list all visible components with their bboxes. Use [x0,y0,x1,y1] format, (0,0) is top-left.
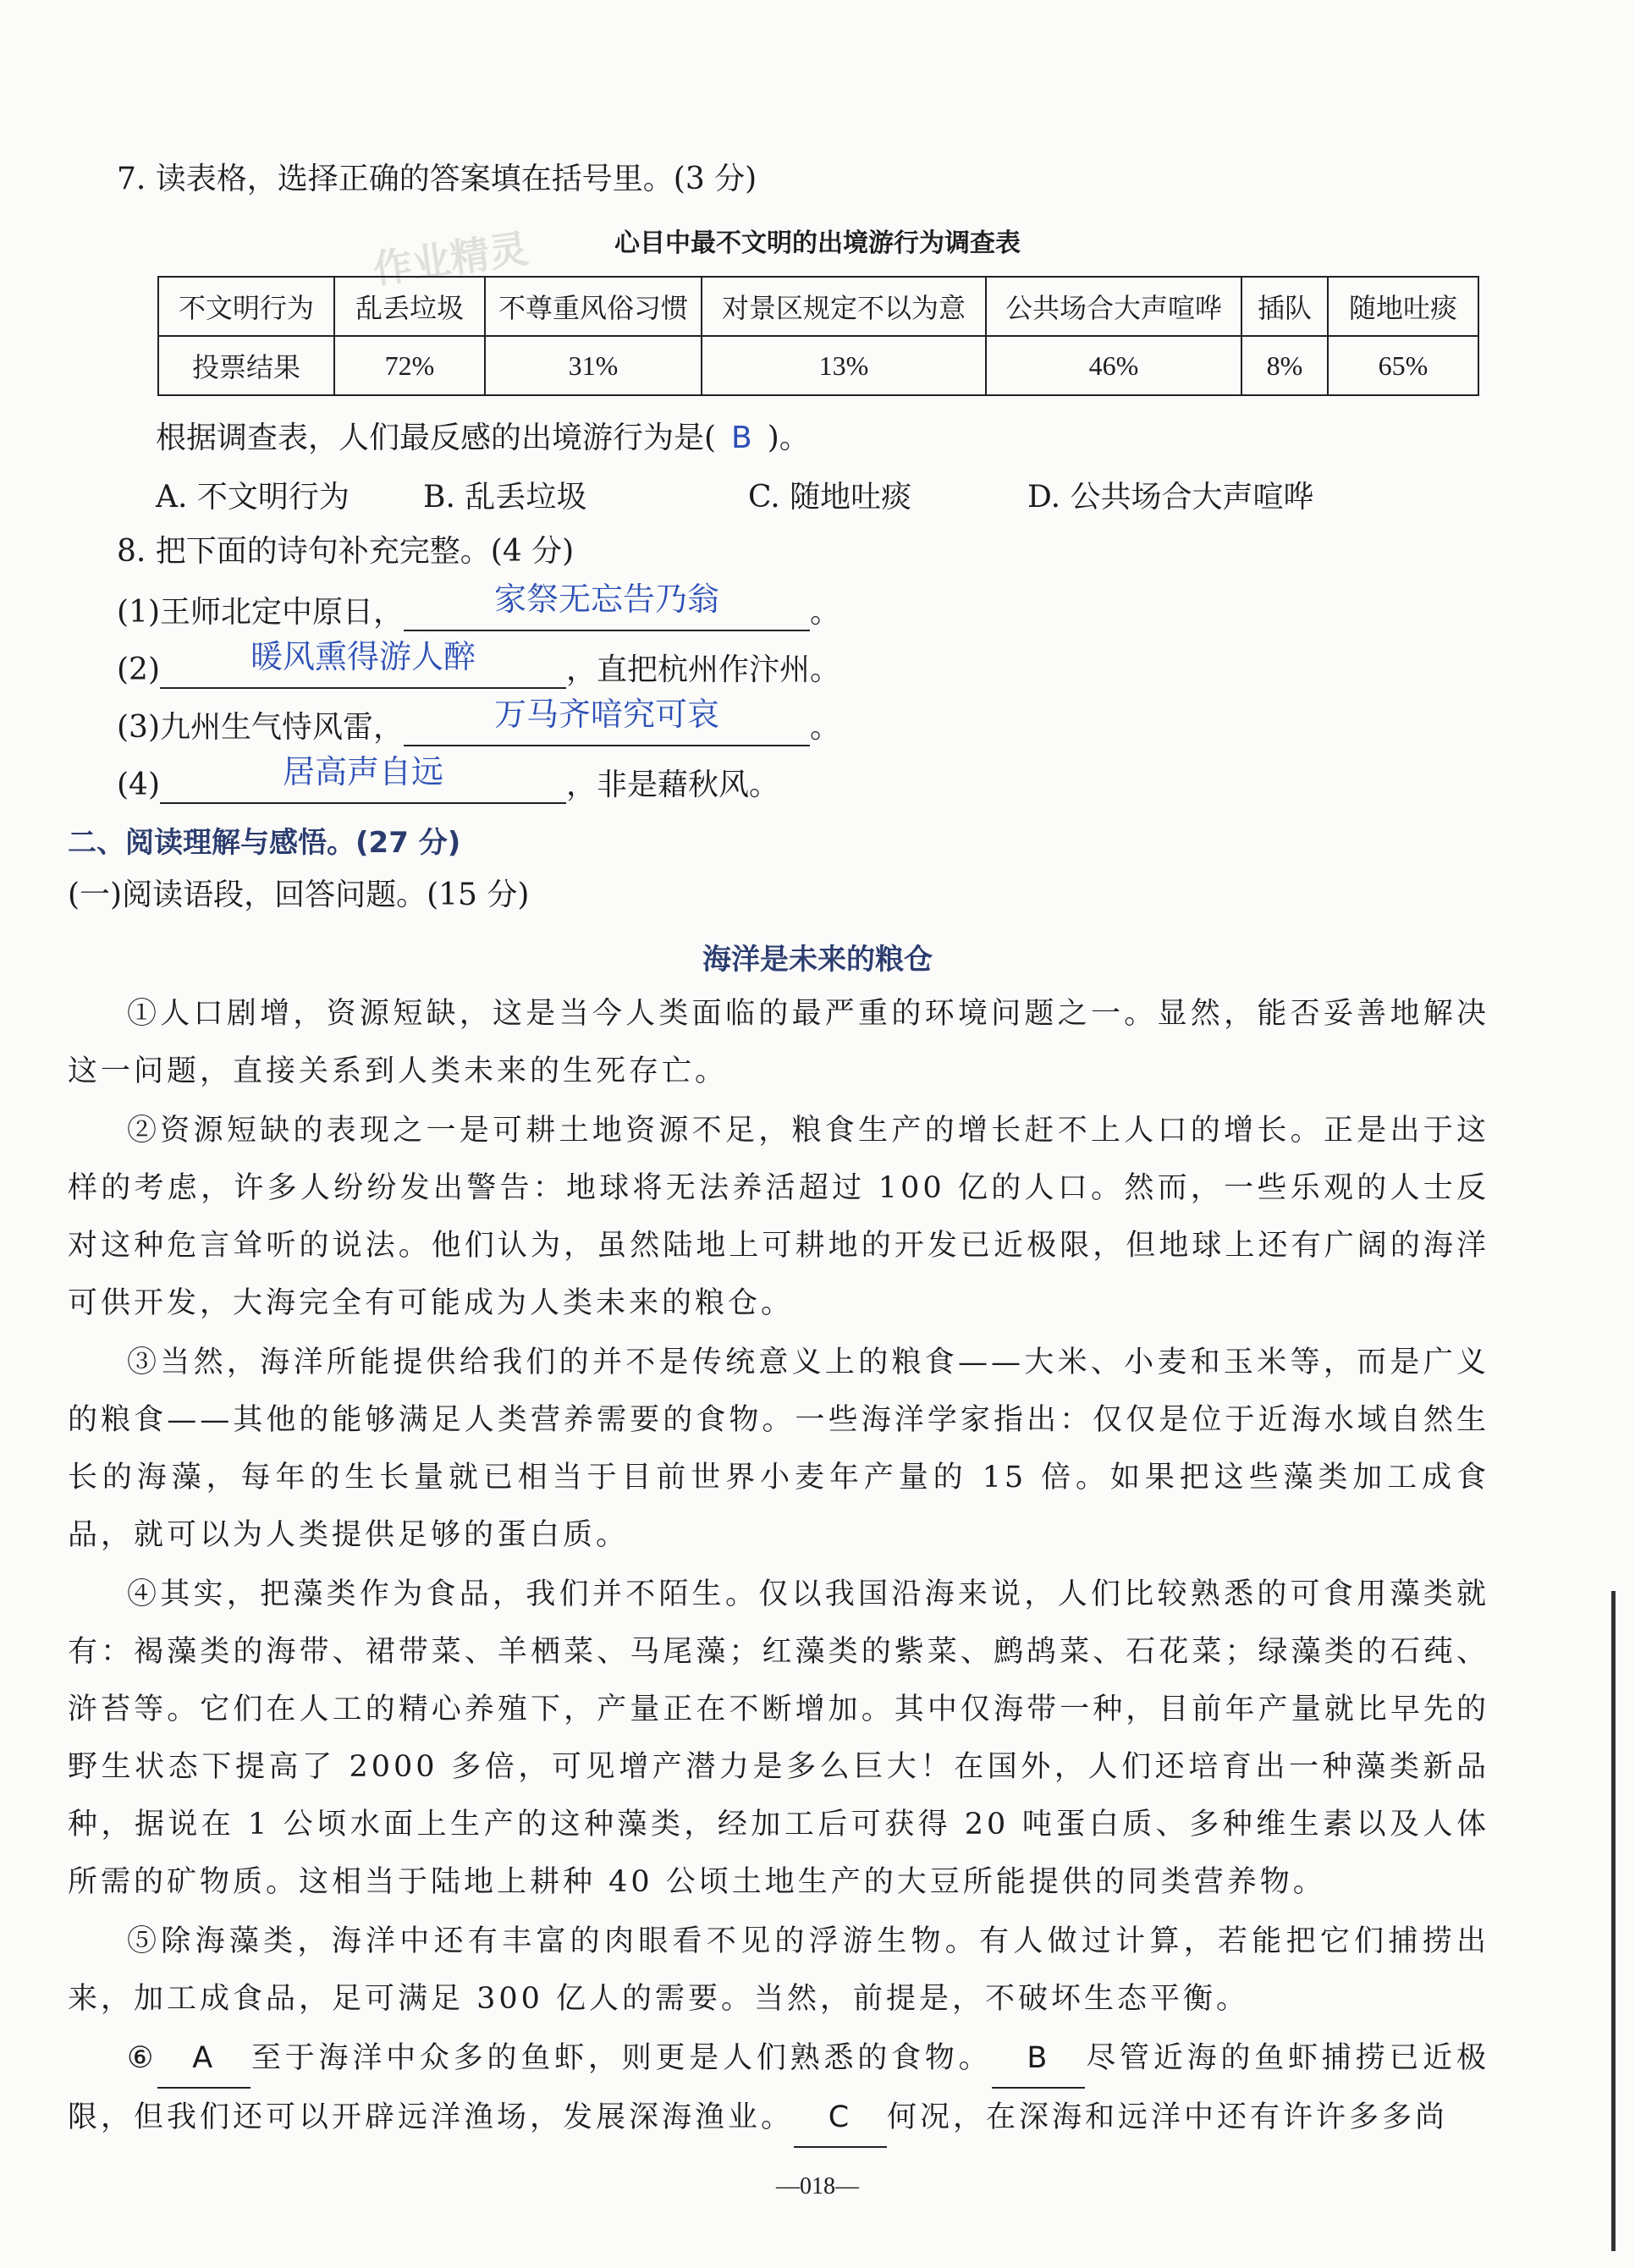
paragraph-6-text: 至于海洋中众多的鱼虾，则更是人们熟悉的食物。 [250,2041,993,2075]
q8-item-post: 。 [810,710,841,745]
q8-item-post: ，非是藉秋风。 [566,768,780,802]
paragraph: ②资源短缺的表现之一是可耕土地资源不足，粮食生产的增长赶不上人口的增长。正是出于这样的考虑，许多人纷纷发出警告：地球将无法养活超过 100 亿的人口。然而，一些乐观的人士反对这种危言耸听的说法。他们认为，虽然陆地上可耕地的开发已近极限，但地球上还有广阔的海洋可供开发，大海完全有可能成为人类未来的粮仓。 [68,1114,1489,1320]
q8-prompt: 8. 把下面的诗句补充完整。(4 分) [117,534,575,569]
q7-answer[interactable]: B [731,421,752,455]
survey-result-row [158,336,1478,395]
q8-answer: 家祭无忘告乃翁 [493,581,719,618]
q8-item-2 [117,638,841,689]
survey-table [157,276,1479,396]
q7-option-a[interactable]: A. 不文明行为 [156,480,350,515]
header-cell: 不尊重风俗习惯 [485,277,702,336]
q8-blank[interactable] [404,696,810,746]
section-subtitle: (一)阅读语段，回答问题。(15 分) [68,878,530,912]
survey-table-title: 心目中最不文明的出境游行为调查表 [614,228,1021,258]
q8-blank[interactable] [404,581,810,631]
blank-c[interactable]: C [794,2089,887,2148]
paragraph-6-num: ⑥ [127,2041,158,2075]
q8-item-1 [117,581,841,631]
q8-blank[interactable] [160,753,566,804]
q7-question-pre: 根据调查表，人们最反感的出境游行为是( [156,421,717,455]
q7-option-c[interactable]: C. 随地吐痰 [748,480,912,515]
result-cell: 72% [334,336,485,395]
result-cell: 8% [1241,336,1328,395]
paragraph-6 [68,2029,1489,2148]
paragraph: ③当然，海洋所能提供给我们的并不是传统意义上的粮食——大米、小麦和玉米等，而是广义的粮食——其他的能够满足人类营养需要的食物。一些海洋学家指出：仅仅是位于近海水域自然生长的海藻，每年的生长量就已相当于目前世界小麦年产量的 15 倍。如果把这些藻类加工成食品，就可以为人类提供足够的蛋白质。 [68,1346,1489,1552]
row-label-cell: 投票结果 [158,336,334,395]
q8-answer: 居高声自远 [282,753,443,790]
q8-item-pre: (2) [117,652,160,687]
header-cell: 插队 [1241,277,1328,336]
survey-header-row [158,277,1478,336]
q8-blank[interactable] [160,638,566,689]
page-number: —018— [776,2173,859,2199]
q8-item-pre: (3)九州生气恃风雷， [117,710,404,745]
q7-option-d[interactable]: D. 公共场合大声喧哗 [1027,480,1314,515]
header-cell: 公共场合大声喧哗 [986,277,1241,336]
paragraph: ①人口剧增，资源短缺，这是当今人类面临的最严重的环境问题之一。显然，能否妥善地解决这一问题，直接关系到人类未来的生死存亡。 [68,997,1489,1088]
article-title: 海洋是未来的粮仓 [702,943,933,977]
page-edge-line [1611,1591,1616,2251]
watermark: 作业精灵 [370,225,531,293]
result-cell: 13% [702,336,986,395]
q8-item-pre: (1)王师北定中原日， [117,595,404,630]
q7-option-b[interactable]: B. 乱丢垃圾 [423,480,587,515]
paragraph: ④其实，把藻类作为食品，我们并不陌生。仅以我国沿海来说，人们比较熟悉的可食用藻类就有：褐藻类的海带、裙带菜、羊栖菜、马尾藻；红藻类的紫菜、鹧鸪菜、石花菜；绿藻类的石莼、浒苔等。它们在人工的精心养殖下，产量正在不断增加。其中仅海带一种，目前年产量就比早先的野生状态下提高了 2000 多倍，可见增产潜力是多么巨大！在国外，人们还培育出一种藻类新品种，据说在 1 公顷水面上生产的这种藻类，经加工后可获得 20 吨蛋白质、多种维生素以及人体所需的矿物质。这相当于陆地上耕种 40 公顷土地生产的大豆所能提供的同类营养物。 [68,1577,1489,1899]
q8-answer: 暖风熏得游人醉 [250,638,476,675]
header-cell: 随地吐痰 [1328,277,1478,336]
q7-question-post: )。 [767,421,810,455]
q8-item-post: 。 [810,595,841,630]
header-cell: 不文明行为 [158,277,334,336]
paragraph-6-text: 尽管近海的鱼虾捕捞已近极限，但我们还可以开辟远洋渔场，发展深海渔业。 [68,2041,1489,2134]
q8-item-pre: (4) [117,768,160,802]
header-cell: 乱丢垃圾 [334,277,485,336]
q7-question [156,420,810,457]
q8-item-post: ，直把杭州作汴州。 [566,652,841,687]
result-cell: 65% [1328,336,1478,395]
result-cell: 46% [986,336,1241,395]
section-title: 二、阅读理解与感悟。(27 分) [68,826,461,860]
q8-item-3 [117,696,841,746]
q8-item-4 [117,753,780,804]
q8-answer: 万马齐喑究可哀 [493,696,719,733]
q7-prompt: 7. 读表格，选择正确的答案填在括号里。(3 分) [117,162,757,196]
header-cell: 对景区规定不以为意 [702,277,986,336]
result-cell: 31% [485,336,702,395]
paragraph: ⑤除海藻类，海洋中还有丰富的肉眼看不见的浮游生物。有人做过计算，若能把它们捕捞出来，加工成食品，足可满足 300 亿人的需要。当然，前提是，不破坏生态平衡。 [68,1924,1489,2016]
blank-b[interactable]: B [992,2029,1085,2089]
blank-a[interactable]: A [157,2029,250,2089]
paragraph-6-text: 何况，在深海和远洋中还有许许多多尚 [887,2100,1449,2134]
article-body [68,985,1489,2148]
